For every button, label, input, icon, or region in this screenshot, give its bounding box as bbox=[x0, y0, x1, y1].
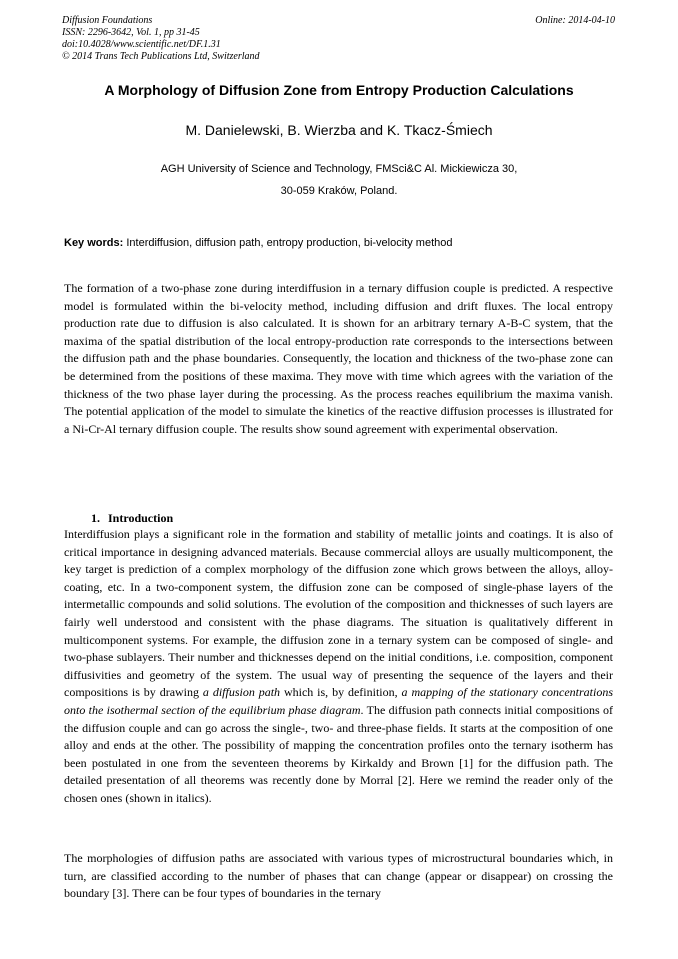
section-title: Introduction bbox=[108, 511, 174, 525]
intro-italic-definition: a mapping of the stationary concentrations onto the isothermal section of the equilibrium phase diagram bbox=[64, 685, 614, 717]
intro-paragraph-1 bbox=[64, 526, 613, 808]
intro-text-c: . The diffusion path connects initial compositions of the diffusion couple and can go across the single-, two- and three-phase fields. It starts at the composition of one alloy and ends at the other. The possibility of mapping the concentration profiles onto the ternary isotherm has been postulated in one from the seventeen theorems by Kirkaldy and Brown [1] for the diffusion path. The detailed presentation of all theorems was recently done by Morral [2]. Here we remind the reader only of the chosen ones (shown in italics). bbox=[64, 702, 613, 805]
issn-line: ISSN: 2296-3642, Vol. 1, pp 31-45 bbox=[62, 27, 200, 38]
section-heading bbox=[91, 510, 181, 526]
journal-header bbox=[62, 15, 260, 63]
affiliation bbox=[0, 158, 678, 202]
section-number: 1. bbox=[91, 511, 100, 525]
keywords-text: Interdiffusion, diffusion path, entropy production, bi-velocity method bbox=[123, 237, 453, 249]
affiliation-line-2: 30-059 Kraków, Poland. bbox=[280, 185, 398, 197]
keywords-label: Key words: bbox=[64, 237, 124, 249]
paper-title: A Morphology of Diffusion Zone from Entropy Production Calculations bbox=[104, 82, 574, 98]
intro-text-a: Interdiffusion plays a significant role in the formation and stability of metallic joints and coatings. It is also of critical importance in designing advanced materials. Because commercial alloys are usually multicomponent, the key target is prediction of a complex morphology of the diffusion zone which grows between the alloys, alloy-coating, etc. In a two-component system, the diffusion zone can be composed of single-phase layers of the intermetallic compounds and solid solutions. The evolution of the composition and thicknesses of such layers are fairly well understood and consistent with the phase diagrams. The situation is qualitatively different in multicomponent systems. For example, the diffusion zone in a ternary system can be composed of single- and two-phase sublayers. Their number and thicknesses depend on the initial conditions, i.e. composition, component diffusivities and geometry of the system. The usual way of presenting the sequence of the layers and their compositions is by drawing bbox=[64, 527, 613, 700]
doi-line: doi:10.4028/www.scientific.net/DF.1.31 bbox=[62, 39, 221, 50]
online-date: Online: 2014-04-10 bbox=[535, 15, 615, 26]
keywords bbox=[64, 236, 452, 250]
affiliation-line-1: AGH University of Science and Technology, FMSci&C Al. Mickiewicza 30, bbox=[160, 163, 518, 175]
journal-name: Diffusion Foundations bbox=[62, 15, 153, 26]
intro-paragraph-2: The morphologies of diffusion paths are associated with various types of microstructural boundaries which, in turn, are classified according to the number of phases that can change (appear or disappear) on crossing the boundary [3]. There can be four types of boundaries in the ternary bbox=[64, 851, 613, 901]
copyright-line: © 2014 Trans Tech Publications Ltd, Switzerland bbox=[62, 51, 260, 62]
abstract: The formation of a two-phase zone during interdiffusion in a ternary diffusion couple is predicted. A respective model is formulated within the bi-velocity method, including diffusion and drift fluxes. The local entropy production rate due to diffusion is also calculated. It is shown for an arbitrary ternary A-B-C system, that the maxima of the spatial distribution of the local entropy-production rate corresponds to the intersections between the diffusion path and the phase boundaries. Consequently, the location and thickness of the two-phase zone can be determined from the positions of these maxima. They move with time which agrees with the variation of the thickness of the two phase layer during the processing. As the process reaches equilibrium the maxima vanish. The potential application of the model to simulate the kinetics of the reactive diffusion processes is illustrated for a Ni-Cr-Al ternary diffusion couple. The results show sound agreement with experimental observation. bbox=[64, 281, 613, 436]
author-list: M. Danielewski, B. Wierzba and K. Tkacz-Śmiech bbox=[185, 122, 493, 138]
intro-text-b: which is, by definition, bbox=[280, 685, 402, 700]
intro-italic-diffusion-path: a diffusion path bbox=[202, 685, 281, 700]
